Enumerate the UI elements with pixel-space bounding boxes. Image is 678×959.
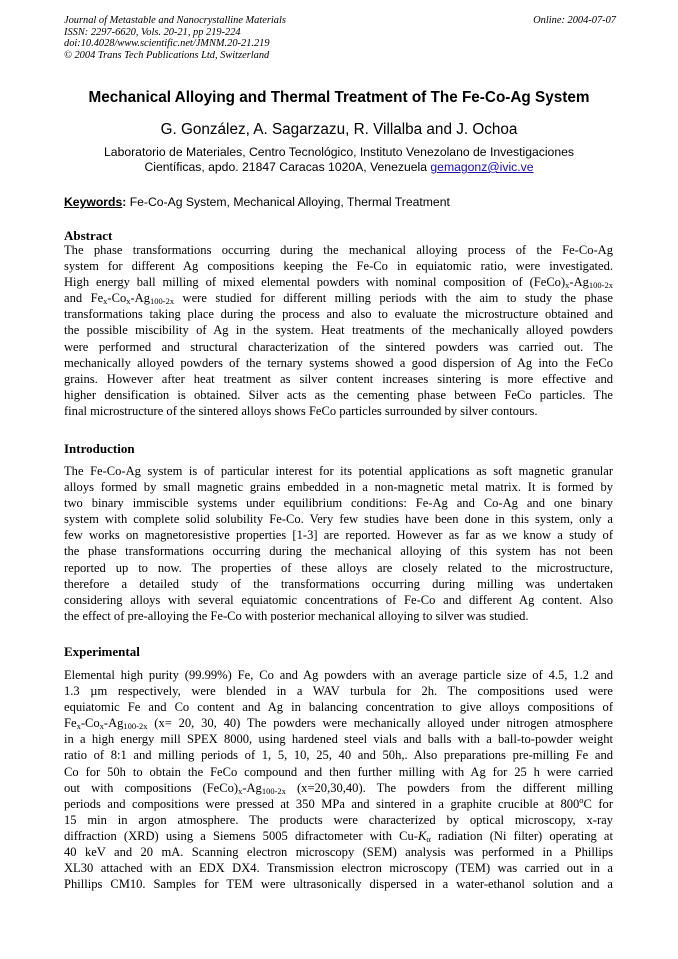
abstract-line: final microstructure of the sintered alloys shows FeCo particles surrounded by silver contours.: [64, 403, 538, 418]
paper-title: Mechanical Alloying and Thermal Treatment of The Fe-Co-Ag System: [88, 89, 590, 106]
abstract-heading: Abstract: [64, 228, 113, 243]
experimental-line: 1.3 µm respectively, were blended in a WAV turbula for 2h. The compositions used were: [64, 684, 613, 699]
experimental-line: Co for 50h to obtain the FeCo compound and then further milling with Ag for 25 h were carried: [64, 764, 613, 779]
abstract-line: the possible miscibility of Ag in the system. Heat treatments of the mechanically alloyed powders: [64, 323, 613, 338]
experimental-line: 40 keV and 20 mA. Scanning electron microscopy (SEM) analysis was performed in a Phillips: [64, 845, 613, 860]
abstract-line: The phase transformations occurring during the mechanical alloying process of the Fe-Co-Ag: [64, 243, 613, 257]
introduction-line: The Fe-Co-Ag system is of particular interest for its potential applications as soft magnetic granular: [64, 464, 613, 478]
abstract-line: system for different Ag compositions keeping the Fe-Co in equiatomic ratio, were investigated.: [64, 259, 613, 274]
keywords-label: Keywords: [64, 195, 123, 209]
introduction-line: reported up to now. The properties of these alloys are closely related to the microstructure,: [64, 560, 613, 575]
keywords-text: Fe-Co-Ag System, Mechanical Alloying, Thermal Treatment: [129, 195, 450, 209]
affiliation-line-1: Laboratorio de Materiales, Centro Tecnológico, Instituto Venezolano de Investigaciones: [104, 145, 574, 159]
introduction-line: considering alloys with several equiatomic concentrations of Fe-Co and different Ag content. Also: [64, 592, 613, 607]
affiliation: [64, 145, 614, 175]
experimental-line: Elemental high purity (99.99%) Fe, Co and Ag powders with an average particle size of 4.5, 1.2 and: [64, 668, 613, 682]
abstract-body: [64, 242, 613, 419]
affiliation-line-2: [64, 160, 614, 175]
affiliation-address: Científicas, apdo. 21847 Caracas 1020A, Venezuela: [144, 160, 427, 174]
experimental-heading: Experimental: [64, 644, 140, 659]
journal-issn: ISSN: 2297-6620, Vols. 20-21, pp 219-224: [64, 26, 241, 38]
author-email-link[interactable]: gemagonz@ivic.ve: [430, 160, 534, 174]
keywords: Keywords: Fe-Co-Ag System, Mechanical Alloying, Thermal Treatment: [64, 195, 450, 209]
introduction-heading: Introduction: [64, 441, 135, 456]
experimental-line: out with compositions $(FeCo)_x-Ag_{100-2x}$ (x=20,30,40). The powders from the different milling: [64, 780, 613, 796]
experimental-line: $Fe_x-Co_x-Ag_{100-2x}$ (x= 20, 30, 40) The powders were mechanically alloyed under nitrogen atmosphere: [64, 716, 613, 732]
experimental-line: periods and compositions were pressed at 350 MPa and sintered in a graphite crucible at 800$^o$C for: [64, 794, 614, 811]
introduction-line: two binary immiscible systems under equilibrium conditions: Fe-Ag and Co-Ag and one binary: [64, 496, 613, 511]
experimental-line: diffraction (XRD) using a Siemens 5005 difractometer with $Cu-K_\alpha$ radiation (Ni filter) operating at: [64, 828, 613, 844]
introduction-line: alloys formed by small magnetic grains embedded in a non-magnetic metal matrix. It is formed by: [64, 480, 613, 495]
introduction-body: [64, 463, 613, 624]
experimental-line: Phillips CM10. Samples for TEM were ultrasonically dispersed in a water-ethanol solution and a: [64, 877, 613, 892]
abstract-line: High energy ball milling of mixed elemental powders with nominal composition of $(FeCo)_x-Ag_{100-2x}$: [64, 275, 613, 291]
journal-name: Journal of Metastable and Nanocrystalline Materials: [64, 15, 286, 26]
abstract-line: and $Fe_x-Co_x-Ag_{100-2x}$ were studied for different milling periods with the aim to study the phase: [64, 291, 613, 307]
abstract-line: transformations taking place during the process and also to evaluate the microstructure obtained and: [64, 307, 613, 322]
introduction-line: the effect of pre-alloying the Fe-Co with posterior mechanical alloying to silver was studied.: [64, 608, 529, 623]
abstract-line: higher densification is obtained. Silver acts as the cementing phase between FeCo particles. The: [64, 387, 613, 402]
experimental-line: 15 min in argon atmosphere. The products were characterized by optical microscopy, x-ray: [64, 812, 613, 827]
experimental-line: ratio of 8:1 and milling periods of 1, 5, 10, 25, 40 and 50h,. Also preparations pre-milling Fe and: [64, 748, 613, 763]
introduction-line: the phase transformations occurring during the mechanical alloying of this system has not been: [64, 544, 613, 559]
journal-doi: doi:10.4028/www.scientific.net/JMNM.20-21.219: [64, 38, 270, 50]
introduction-line: therefore a detailed study of the transformations occurring during milling was undertaken: [64, 576, 613, 591]
paper-authors: G. González, A. Sagarzazu, R. Villalba and J. Ochoa: [160, 121, 518, 138]
experimental-line: XL30 attached with an EDX DX4. Transmission electron microscopy (TEM) was carried out in a: [64, 861, 613, 876]
abstract-line: were performed and structural characterization of the sintered powders was carried out. The: [64, 339, 613, 354]
online-date: Online: 2004-07-07: [533, 15, 616, 26]
journal-copyright: © 2004 Trans Tech Publications Ltd, Switzerland: [64, 50, 270, 62]
introduction-line: system with complete solid solubility Fe-Co. Very few studies have been done in this system, only a: [64, 512, 613, 527]
journal-header: [64, 15, 616, 62]
introduction-line: few works on magnetoresistive properties [1-3] are reported. However as far as we know a study of: [64, 528, 613, 543]
abstract-line: grains. However after heat treatment as silver content increases sintering is more effective and: [64, 371, 613, 386]
experimental-line: equiatomic Fe and Co content and Ag in balancing concentration to give alloys compositions of: [64, 700, 613, 715]
experimental-body: [64, 667, 613, 892]
experimental-line: in a high energy mill SPEX 8000, using hardened steel vials and balls with a ball-to-powder weight: [64, 732, 613, 747]
abstract-line: mechanically alloyed powders of the ternary systems showed a good dispersion of Ag into the FeCo: [64, 355, 613, 370]
